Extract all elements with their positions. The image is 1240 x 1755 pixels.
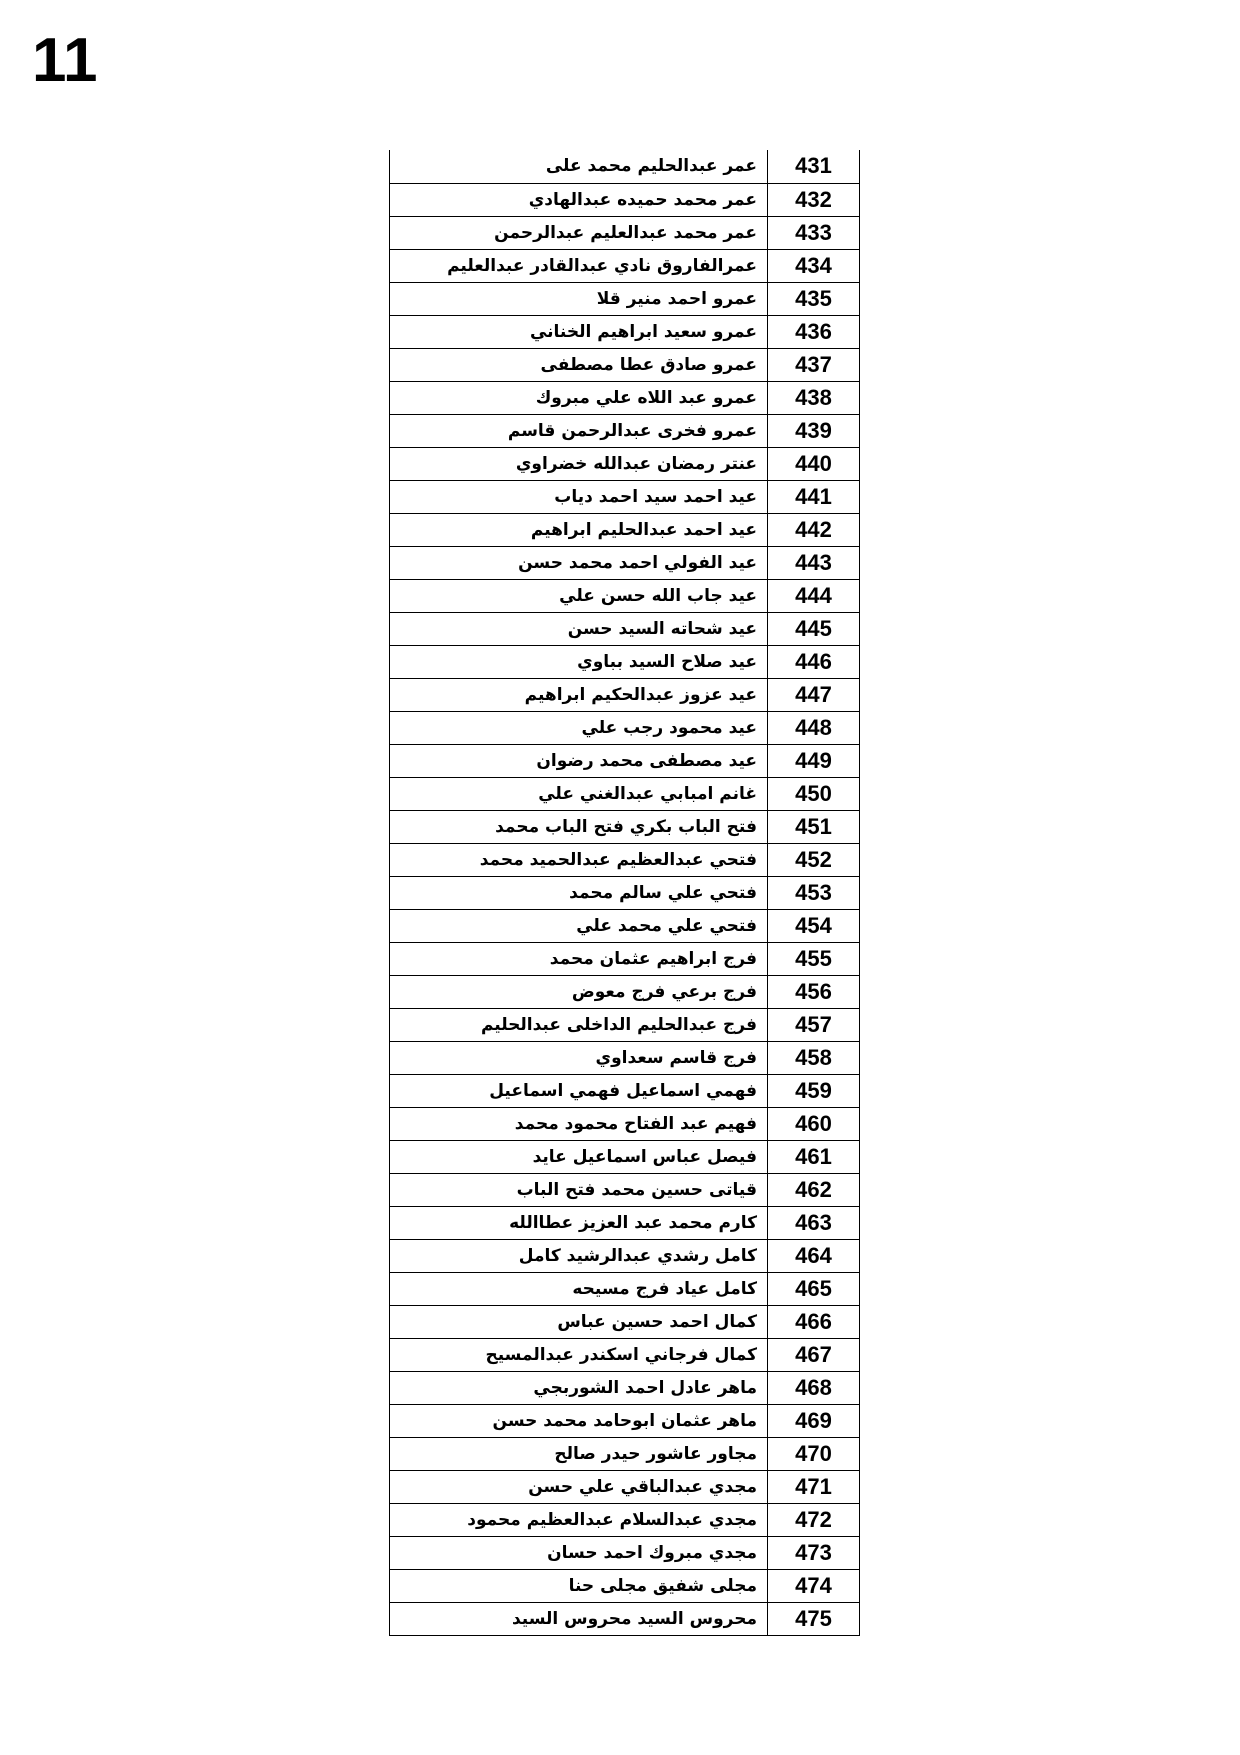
row-number: 462 [768, 1173, 860, 1206]
row-name: قياتى حسين محمد فتح الباب [390, 1173, 768, 1206]
row-name: عيد شحاته السيد حسن [390, 612, 768, 645]
row-name: فرج قاسم سعداوي [390, 1041, 768, 1074]
table-row [390, 810, 860, 843]
table-row [390, 1173, 860, 1206]
table-row [390, 1107, 860, 1140]
table-row [390, 1140, 860, 1173]
table-row [390, 1008, 860, 1041]
row-name: عمرو سعيد ابراهيم الخناني [390, 315, 768, 348]
table-row [390, 579, 860, 612]
row-name: عيد احمد سيد احمد دياب [390, 480, 768, 513]
row-number: 467 [768, 1338, 860, 1371]
row-name: فتحي عبدالعظيم عبدالحميد محمد [390, 843, 768, 876]
row-number: 455 [768, 942, 860, 975]
row-number: 474 [768, 1569, 860, 1602]
row-name: فهيم عبد الفتاح محمود محمد [390, 1107, 768, 1140]
page-number: 11 [32, 26, 98, 95]
table-row [390, 711, 860, 744]
table-row [390, 1437, 860, 1470]
row-number: 443 [768, 546, 860, 579]
row-number: 433 [768, 216, 860, 249]
row-number: 468 [768, 1371, 860, 1404]
row-number: 470 [768, 1437, 860, 1470]
table-row [390, 1503, 860, 1536]
row-name: غانم امبابي عبدالغني علي [390, 777, 768, 810]
row-name: عيد احمد عبدالحليم ابراهيم [390, 513, 768, 546]
table-row [390, 678, 860, 711]
row-number: 459 [768, 1074, 860, 1107]
row-number: 444 [768, 579, 860, 612]
row-name: عمر عبدالحليم محمد على [390, 150, 768, 183]
table-row [390, 1041, 860, 1074]
row-name: فرج عبدالحليم الداخلى عبدالحليم [390, 1008, 768, 1041]
row-number: 463 [768, 1206, 860, 1239]
table-row [390, 480, 860, 513]
table-row [390, 150, 860, 183]
table-row [390, 876, 860, 909]
table-row [390, 546, 860, 579]
row-name: مجدي عبدالباقي علي حسن [390, 1470, 768, 1503]
row-number: 461 [768, 1140, 860, 1173]
row-number: 445 [768, 612, 860, 645]
table-row [390, 1206, 860, 1239]
table-row [390, 1470, 860, 1503]
row-name: عيد محمود رجب علي [390, 711, 768, 744]
row-number: 439 [768, 414, 860, 447]
names-table-body [390, 150, 860, 1635]
table-row [390, 1404, 860, 1437]
row-name: فرج ابراهيم عثمان محمد [390, 942, 768, 975]
table-row [390, 777, 860, 810]
table-row [390, 942, 860, 975]
row-name: فرج برعي فرج معوض [390, 975, 768, 1008]
table-row [390, 513, 860, 546]
row-number: 448 [768, 711, 860, 744]
table-row [390, 1602, 860, 1635]
row-name: كمال فرجاني اسكندر عبدالمسيح [390, 1338, 768, 1371]
table-row [390, 612, 860, 645]
row-number: 464 [768, 1239, 860, 1272]
row-name: عمرو عبد اللاه علي مبروك [390, 381, 768, 414]
row-name: عمرالفاروق نادي عبدالقادر عبدالعليم [390, 249, 768, 282]
row-number: 436 [768, 315, 860, 348]
row-number: 466 [768, 1305, 860, 1338]
row-number: 442 [768, 513, 860, 546]
row-name: عيد عزوز عبدالحكيم ابراهيم [390, 678, 768, 711]
table-row [390, 249, 860, 282]
row-name: عيد جاب الله حسن علي [390, 579, 768, 612]
row-number: 469 [768, 1404, 860, 1437]
table-row [390, 447, 860, 480]
row-number: 475 [768, 1602, 860, 1635]
row-name: فيصل عباس اسماعيل عايد [390, 1140, 768, 1173]
row-name: فتحي علي سالم محمد [390, 876, 768, 909]
row-number: 454 [768, 909, 860, 942]
row-number: 453 [768, 876, 860, 909]
row-number: 452 [768, 843, 860, 876]
row-name: عمرو احمد منير قلا [390, 282, 768, 315]
table-row [390, 414, 860, 447]
row-name: ماهر عثمان ابوحامد محمد حسن [390, 1404, 768, 1437]
row-name: فتحي علي محمد علي [390, 909, 768, 942]
table-row [390, 1536, 860, 1569]
table-row [390, 216, 860, 249]
table-row [390, 1569, 860, 1602]
row-number: 435 [768, 282, 860, 315]
table-row [390, 315, 860, 348]
row-number: 440 [768, 447, 860, 480]
row-name: مجدي عبدالسلام عبدالعظيم محمود [390, 1503, 768, 1536]
row-number: 446 [768, 645, 860, 678]
table-row [390, 1074, 860, 1107]
row-number: 471 [768, 1470, 860, 1503]
table-row [390, 1338, 860, 1371]
table-row [390, 183, 860, 216]
row-number: 456 [768, 975, 860, 1008]
row-name: كامل عياد فرج مسيحه [390, 1272, 768, 1305]
row-name: مجدي مبروك احمد حسان [390, 1536, 768, 1569]
row-number: 437 [768, 348, 860, 381]
names-table [389, 150, 860, 1636]
row-number: 432 [768, 183, 860, 216]
table-row [390, 1272, 860, 1305]
row-name: عمرو فخرى عبدالرحمن قاسم [390, 414, 768, 447]
table-row [390, 645, 860, 678]
row-number: 457 [768, 1008, 860, 1041]
row-name: عمر محمد حميده عبدالهادي [390, 183, 768, 216]
row-number: 434 [768, 249, 860, 282]
row-name: ماهر عادل احمد الشوربجي [390, 1371, 768, 1404]
table-row [390, 1305, 860, 1338]
table-row [390, 909, 860, 942]
row-number: 431 [768, 150, 860, 183]
table-row [390, 843, 860, 876]
row-name: عنتر رمضان عبدالله خضراوي [390, 447, 768, 480]
row-name: فتح الباب بكري فتح الباب محمد [390, 810, 768, 843]
row-name: فهمي اسماعيل فهمي اسماعيل [390, 1074, 768, 1107]
row-name: مجلى شفيق مجلى حنا [390, 1569, 768, 1602]
row-name: كمال احمد حسين عباس [390, 1305, 768, 1338]
row-name: عيد مصطفى محمد رضوان [390, 744, 768, 777]
row-number: 472 [768, 1503, 860, 1536]
row-name: محروس السيد محروس السيد [390, 1602, 768, 1635]
row-number: 458 [768, 1041, 860, 1074]
row-number: 473 [768, 1536, 860, 1569]
row-name: مجاور عاشور حيدر صالح [390, 1437, 768, 1470]
table-row [390, 348, 860, 381]
row-number: 451 [768, 810, 860, 843]
row-number: 465 [768, 1272, 860, 1305]
row-number: 438 [768, 381, 860, 414]
row-number: 460 [768, 1107, 860, 1140]
row-number: 449 [768, 744, 860, 777]
row-number: 450 [768, 777, 860, 810]
table-row [390, 744, 860, 777]
table-row [390, 1239, 860, 1272]
row-name: عيد الفولي احمد محمد حسن [390, 546, 768, 579]
table-row [390, 1371, 860, 1404]
table-row [390, 975, 860, 1008]
table-row [390, 282, 860, 315]
table-row [390, 381, 860, 414]
row-name: كامل رشدي عبدالرشيد كامل [390, 1239, 768, 1272]
row-name: عمر محمد عبدالعليم عبدالرحمن [390, 216, 768, 249]
row-number: 447 [768, 678, 860, 711]
row-number: 441 [768, 480, 860, 513]
row-name: عمرو صادق عطا مصطفى [390, 348, 768, 381]
row-name: عيد صلاح السيد بباوي [390, 645, 768, 678]
row-name: كارم محمد عبد العزيز عطاالله [390, 1206, 768, 1239]
